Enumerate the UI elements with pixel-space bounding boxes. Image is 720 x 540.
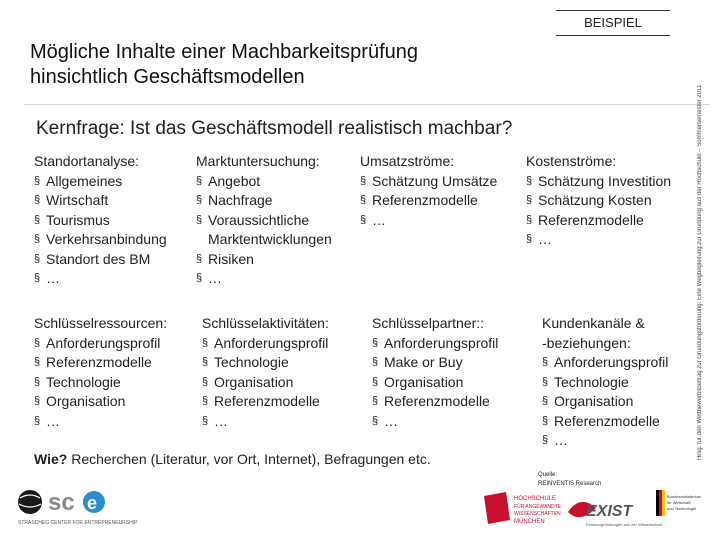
list-item: § Referenzmodelle (34, 353, 167, 373)
title-line-1: Mögliche Inhalte einer Machbarkeitsprüfung (30, 41, 418, 63)
list-item: § Organisation (202, 373, 329, 393)
bullet-icon: § (202, 414, 209, 427)
methods-text: Recherchen (Literatur, vor Ort, Internet), Befragungen etc. (67, 451, 431, 467)
column-schluesselressourcen (34, 314, 167, 431)
column-heading: Standortanalyse: (34, 153, 140, 169)
list-item: § Technologie (34, 373, 167, 393)
column-heading: Kundenkanäle & (542, 315, 645, 331)
bullet-icon: § (34, 375, 41, 388)
example-badge: BEISPIEL (556, 10, 670, 36)
bullet-icon: § (372, 375, 379, 388)
list-item: § … (372, 412, 498, 432)
column-umsatzstroeme (360, 152, 497, 230)
svg-text:MÜNCHEN: MÜNCHEN (514, 519, 545, 525)
bullet-icon: § (34, 395, 41, 407)
bullet-icon: § (202, 336, 209, 349)
bullet-icon: § (526, 194, 533, 206)
list-item: § Organisation (34, 392, 167, 412)
svg-text:sc: sc (48, 489, 75, 516)
list-item: § Angebot (196, 172, 332, 192)
column-heading: Marktuntersuchung: (196, 153, 320, 169)
column-heading: Schlüsselaktivitäten: (202, 315, 329, 331)
list-item: § Wirtschaft (34, 191, 167, 211)
list-item: § … (360, 211, 497, 231)
list-item: § Allgemeines (34, 172, 167, 192)
list-item: § … (542, 431, 668, 451)
vertical-note: Hrsg. für den Wettbewerbsbeitrag zur Gründungsförderung: Eine Wegbegleitung zur Gründung aus der Hochschule – Sommersemester 2011 (697, 84, 703, 460)
list-item: § Standort des BM (34, 250, 167, 270)
sce-logo (14, 488, 144, 528)
svg-text:FÜR ANGEWANDTE: FÜR ANGEWANDTE (514, 504, 562, 510)
ministry-logo (654, 488, 704, 528)
bullet-icon: § (372, 414, 379, 427)
bullet-icon: § (372, 395, 379, 407)
list-item: § Organisation (542, 392, 668, 412)
bullet-icon: § (360, 194, 367, 206)
svg-text:Bundesministerium: Bundesministerium (667, 494, 702, 499)
list-item: § Technologie (542, 373, 668, 393)
svg-text:und Technologie: und Technologie (667, 506, 697, 511)
sce-logo-text: STRASCHEG CENTER FOR ENTREPRENEURSHIP (18, 520, 138, 526)
list-item: § … (34, 412, 167, 432)
column-schluesselpartner (372, 314, 498, 431)
bullet-icon: § (526, 233, 533, 245)
bullet-icon: § (34, 194, 41, 206)
bullet-icon: § (34, 174, 41, 187)
column-heading: Schlüsselressourcen: (34, 315, 168, 331)
column-heading: Schlüsselpartner:: (372, 315, 485, 331)
list-item: § Referenzmodelle (202, 392, 329, 412)
bullet-icon: § (34, 356, 41, 368)
list-item-continuation: Marktentwicklungen (208, 231, 332, 247)
bullet-icon: § (542, 356, 549, 368)
list-item: § Anforderungsprofil (542, 353, 668, 373)
core-question: Kernfrage: Ist das Geschäftsmodell realistisch machbar? (36, 118, 513, 139)
column-heading: Umsatzströme: (360, 153, 455, 169)
divider (24, 104, 710, 105)
svg-text:HOCHSCHULE: HOCHSCHULE (514, 496, 557, 502)
svg-text:EXIST: EXIST (586, 503, 633, 520)
bullet-icon: § (526, 174, 533, 187)
list-item: § Schätzung Umsätze (360, 172, 497, 192)
bullet-icon: § (542, 414, 549, 427)
list-item: § Verkehrsanbindung (34, 230, 167, 250)
bullet-icon: § (34, 213, 41, 226)
list-item: § Organisation (372, 373, 498, 393)
bullet-icon: § (202, 375, 209, 388)
source-name: REINVENTIS Research (538, 481, 602, 487)
list-item: § Anforderungsprofil (34, 334, 167, 354)
bullet-icon: § (34, 336, 41, 349)
svg-text:Existenzgründungen aus der Wis: Existenzgründungen aus der Wissenschaft (586, 522, 662, 527)
list-item: § Schätzung Kosten (526, 191, 671, 211)
list-item: § Referenzmodelle (372, 392, 498, 412)
bullet-icon: § (34, 272, 41, 284)
column-kundenkanaele (542, 314, 668, 451)
page-title (30, 40, 550, 90)
svg-text:für Wirtschaft: für Wirtschaft (667, 500, 691, 505)
source-note (538, 471, 601, 489)
list-item: § Voraussichtliche (196, 211, 332, 231)
svg-text:e: e (87, 493, 98, 513)
list-item: § Referenzmodelle (360, 191, 497, 211)
source-label: Quelle: (538, 472, 558, 478)
column-kostenstroeme (526, 152, 671, 250)
list-item: § Nachfrage (196, 191, 332, 211)
list-item: § Tourismus (34, 211, 167, 231)
column-standortanalyse (34, 152, 167, 289)
list-item: § Referenzmodelle (526, 211, 671, 231)
bullet-icon: § (196, 252, 203, 265)
list-item: § Make or Buy (372, 353, 498, 373)
list-item: § Technologie (202, 353, 329, 373)
column-marktuntersuchung (196, 152, 332, 289)
list-item: § Anforderungsprofil (202, 334, 329, 354)
bullet-icon: § (542, 395, 549, 407)
list-item: § Referenzmodelle (542, 412, 668, 432)
title-line-2: hinsichtlich Geschäftsmodellen (30, 66, 305, 88)
bullet-icon: § (34, 252, 41, 265)
column-heading-cont: -beziehungen: (542, 334, 631, 351)
bullet-icon: § (526, 213, 533, 226)
bullet-icon: § (372, 336, 379, 349)
bullet-icon: § (196, 272, 203, 284)
bullet-icon: § (202, 356, 209, 368)
bullet-icon: § (542, 434, 549, 446)
bullet-icon: § (360, 174, 367, 187)
list-item: § Schätzung Investition (526, 172, 671, 192)
methods-label: Wie? (34, 451, 68, 467)
list-item: § Anforderungsprofil (372, 334, 498, 354)
list-item: § … (526, 230, 671, 250)
bullet-icon: § (196, 194, 203, 206)
bullet-icon: § (372, 356, 379, 368)
column-schluesselaktivitaeten (202, 314, 329, 431)
munich-university-logo (484, 492, 562, 532)
methods-line (34, 451, 431, 467)
list-item: § … (202, 412, 329, 432)
list-item: § … (196, 269, 332, 289)
svg-text:WISSENSCHAFTEN: WISSENSCHAFTEN (514, 511, 561, 517)
bullet-icon: § (34, 233, 41, 245)
list-item: § Risiken (196, 250, 332, 270)
column-heading: Kostenströme: (526, 153, 617, 169)
bullet-icon: § (360, 213, 367, 226)
exist-logo (566, 490, 662, 532)
bullet-icon: § (196, 213, 203, 226)
bullet-icon: § (196, 174, 203, 187)
list-item: § … (34, 269, 167, 289)
bullet-icon: § (542, 375, 549, 388)
bullet-icon: § (34, 414, 41, 427)
bullet-icon: § (202, 395, 209, 407)
